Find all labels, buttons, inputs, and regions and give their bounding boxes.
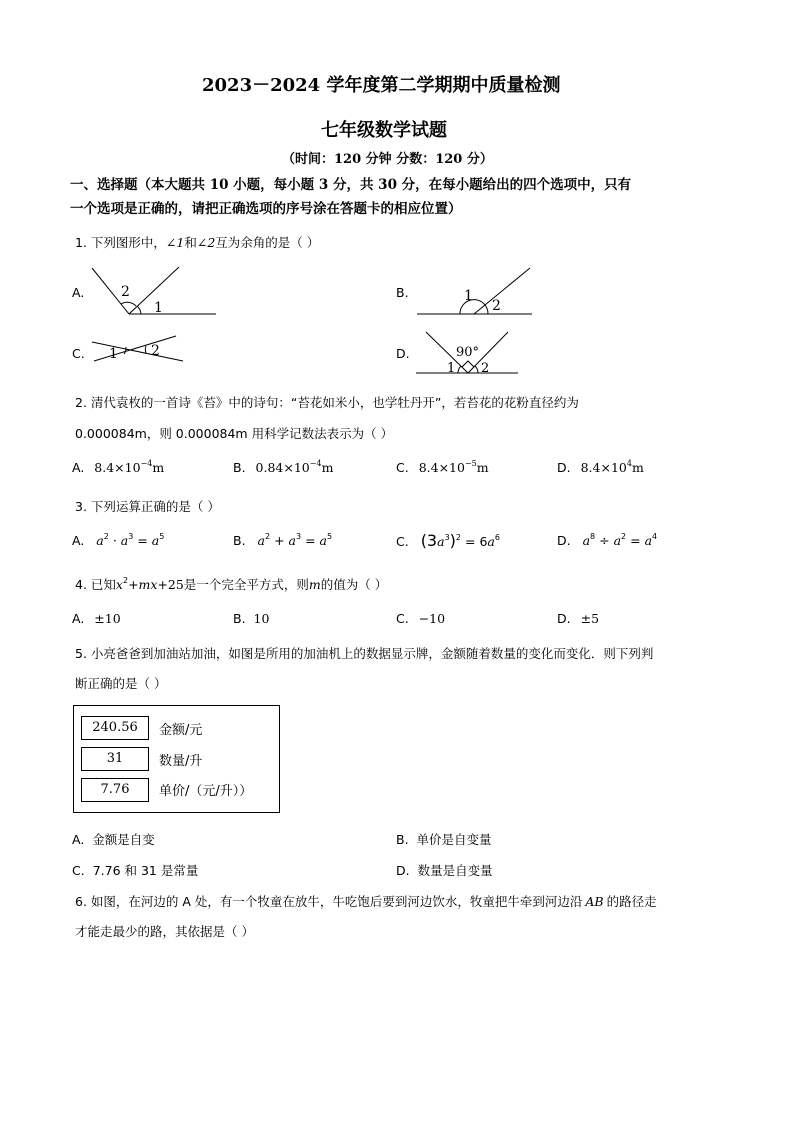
q3-d-t2: a: [613, 533, 622, 548]
q1-and: 和: [184, 235, 197, 250]
q1-angle1: ∠1: [165, 235, 185, 250]
q3-a-e3: 5: [159, 532, 165, 541]
q3-c-e1: 3: [444, 533, 450, 542]
q1-figure-c: [88, 330, 188, 370]
q1-option-d-label: D.: [396, 346, 410, 361]
q3-d-e1: 8: [590, 532, 596, 541]
q5-d-text: 数量是自变量: [417, 863, 493, 878]
q5-option-d: [396, 861, 493, 879]
q5-c-label: C.: [72, 863, 85, 878]
q2-b-base: 0.84×10: [255, 460, 310, 475]
q3-b-op: +: [274, 533, 285, 548]
q5-option-a: [72, 830, 155, 848]
q5-c-text: 7.76 和 31 是常量: [92, 863, 199, 878]
q4-plus: +: [128, 577, 139, 592]
q4-a-label: A.: [72, 611, 85, 626]
section-heading-line2: 一个选项是正确的，请把正确选项的序号涂在答题卡的相应位置）: [70, 201, 462, 217]
q2-b-exp: −4: [309, 459, 322, 468]
q2-c-base: 8.4×10: [418, 460, 465, 475]
q4-c-value: −10: [418, 611, 446, 626]
q3-a-e2: 3: [128, 532, 134, 541]
q1-fig-d-label-1: 1: [447, 361, 456, 376]
q6-ab: AB: [585, 894, 604, 909]
q3-c-eq: =: [464, 534, 476, 549]
q3-a-t1: a: [96, 533, 104, 548]
q4-option-c: [396, 611, 445, 626]
exam-title: 2023－2024 学年度第二学期期中质量检测: [202, 75, 561, 96]
q1-option-a-label: A.: [72, 285, 85, 300]
q2-option-c: [396, 460, 489, 475]
display-price-label: 单价/（元/升））: [159, 784, 253, 799]
q4-b-label: B.: [233, 611, 246, 626]
q4-rest: +25: [157, 577, 184, 592]
q6-line1a: 6. 如图，在河边的 A 处，有一个牧童在放牛，牛吃饱后要到河边饮水，牧童把牛牵到河边沿: [75, 894, 583, 909]
q3-b-e1: 2: [265, 532, 271, 541]
q1-fig-d-label-2: 2: [481, 361, 490, 376]
q4-d-label: D.: [557, 611, 571, 626]
q2-c-exp: −5: [464, 459, 477, 468]
q4-pre: 4. 已知: [75, 577, 116, 592]
q3-a-e1: 2: [103, 532, 109, 541]
q3-c-label: C.: [396, 534, 409, 549]
q2-a-label: A.: [72, 460, 85, 475]
q4-x: x: [115, 577, 123, 592]
q2-c-unit: m: [476, 460, 489, 475]
display-volume-label: 数量/升: [159, 754, 203, 769]
q2-d-unit: m: [631, 460, 644, 475]
q5-a-label: A.: [72, 832, 85, 847]
q4-option-a: [72, 611, 121, 626]
q5-option-c: [72, 861, 198, 879]
q3-d-e2: 2: [621, 532, 627, 541]
q5-a-text: 金额是自变: [92, 832, 155, 847]
q2-a-unit: m: [152, 460, 165, 475]
exam-subtitle: 七年级数学试题: [321, 120, 447, 141]
q3-c-open: (3: [420, 531, 438, 550]
q4-mx: mx: [138, 577, 158, 592]
q1-option-c-label: C.: [72, 346, 85, 361]
q3-option-a: [72, 533, 164, 548]
q5-b-text: 单价是自变量: [416, 832, 492, 847]
question-2-line1: 2. 清代袁枚的一首诗《苔》中的诗句：“苔花如米小，也学牡丹开”，若苔花的花粉直径约为: [75, 395, 579, 410]
q1-fig-c-label-2: 2: [151, 343, 160, 359]
display-volume-value: 31: [81, 747, 149, 771]
q3-d-label: D.: [557, 533, 571, 548]
q2-d-label: D.: [557, 460, 571, 475]
q3-b-t3: a: [319, 533, 327, 548]
q3-b-e3: 5: [327, 532, 333, 541]
q3-b-t1: a: [257, 533, 265, 548]
q3-d-t3: a: [644, 533, 653, 548]
q5-b-label: B.: [396, 832, 409, 847]
q1-stem-a: 1. 下列图形中，: [75, 235, 166, 250]
q1-fig-a-label-1: 1: [154, 300, 163, 316]
display-price-value: 7.76: [81, 778, 149, 802]
q3-d-e3: 4: [652, 532, 658, 541]
q3-b-e2: 3: [296, 532, 302, 541]
q3-option-b: [233, 533, 332, 548]
q2-a-base: 8.4×10: [94, 460, 141, 475]
q1-angle2: ∠2: [196, 235, 216, 250]
q4-option-d: [557, 611, 599, 626]
q1-fig-b-label-1: 1: [464, 288, 473, 304]
q3-d-t1: a: [582, 533, 591, 548]
question-6-line2: 才能走最少的路，其依据是（ ）: [75, 924, 254, 939]
q4-var: m: [308, 577, 321, 592]
q1-stem-b: 互为余角的是（ ）: [215, 235, 320, 250]
q4-exp: 2: [122, 576, 129, 585]
q5-d-label: D.: [396, 863, 410, 878]
section-heading-line1: 一、选择题（本大题共 10 小题，每小题 3 分，共 30 分，在每小题给出的四个选项中，只有: [70, 177, 632, 193]
q3-c-close: ): [449, 531, 456, 550]
question-5-line2: 断正确的是（ ）: [75, 676, 167, 691]
q1-fig-b-label-2: 2: [492, 298, 501, 314]
display-amount-label: 金额/元: [159, 723, 203, 738]
q1-option-b-label: B.: [396, 285, 409, 300]
q3-c-t2: a: [487, 534, 495, 549]
q3-b-label: B.: [233, 533, 246, 548]
q2-option-a: [72, 460, 164, 475]
q3-b-eq: =: [305, 533, 316, 548]
q6-line1b: 的路径走: [606, 894, 657, 909]
question-5-line1: 5. 小亮爸爸到加油站加油，如图是所用的加油机上的数据显示牌，金额随着数量的变化而变化．则下列判: [75, 646, 654, 661]
q3-c-coef: 6: [479, 534, 488, 549]
q2-a-exp: −4: [140, 459, 153, 468]
q2-d-base: 8.4×10: [580, 460, 627, 475]
question-2-line2: 0.000084m，则 0.000084m 用科学记数法表示为（ ）: [75, 426, 394, 441]
question-4-stem: [75, 575, 387, 593]
q2-b-unit: m: [321, 460, 334, 475]
q3-a-label: A.: [72, 533, 85, 548]
question-6-line1: [75, 892, 657, 910]
q3-c-t1: a: [437, 534, 445, 549]
q5-option-b: [396, 830, 492, 848]
q3-option-d: [557, 533, 657, 548]
q2-d-exp: 4: [626, 459, 632, 468]
q3-d-op: ÷: [599, 533, 610, 548]
q2-c-label: C.: [396, 460, 409, 475]
q3-option-c: [396, 531, 500, 550]
q3-b-t2: a: [288, 533, 296, 548]
question-3-stem: 3. 下列运算正确的是（ ）: [75, 499, 220, 514]
q4-option-b: [233, 611, 269, 626]
q4-a-value: ±10: [94, 611, 121, 626]
q1-figure-d: [412, 330, 522, 378]
q1-fig-d-label-90: 90°: [456, 345, 480, 360]
q2-option-b: [233, 460, 333, 475]
q4-end: 的值为（ ）: [320, 577, 388, 592]
q1-fig-a-label-2: 2: [121, 284, 130, 300]
q3-a-t2: a: [120, 533, 129, 548]
q4-c-label: C.: [396, 611, 409, 626]
q1-fig-c-label-1: 1: [109, 346, 118, 362]
q4-d-value: ±5: [580, 611, 600, 626]
display-amount-value: 240.56: [81, 716, 149, 740]
q4-post: 是一个完全平方式，则: [183, 577, 309, 592]
q3-a-t3: a: [151, 533, 160, 548]
q3-c-e2: 2: [455, 533, 461, 542]
q1-figure-b: [412, 262, 537, 317]
question-1-stem: [75, 233, 319, 251]
q2-b-label: B.: [233, 460, 246, 475]
q2-option-d: [557, 460, 644, 475]
q3-c-e3: 6: [494, 533, 500, 542]
exam-meta: （时间：120 分钟 分数：120 分）: [282, 152, 493, 167]
q3-a-op: ·: [112, 533, 117, 548]
q1-figure-a: [88, 262, 228, 322]
q4-b-value: 10: [253, 611, 270, 626]
q3-d-eq: =: [630, 533, 641, 548]
q3-a-eq: =: [137, 533, 148, 548]
